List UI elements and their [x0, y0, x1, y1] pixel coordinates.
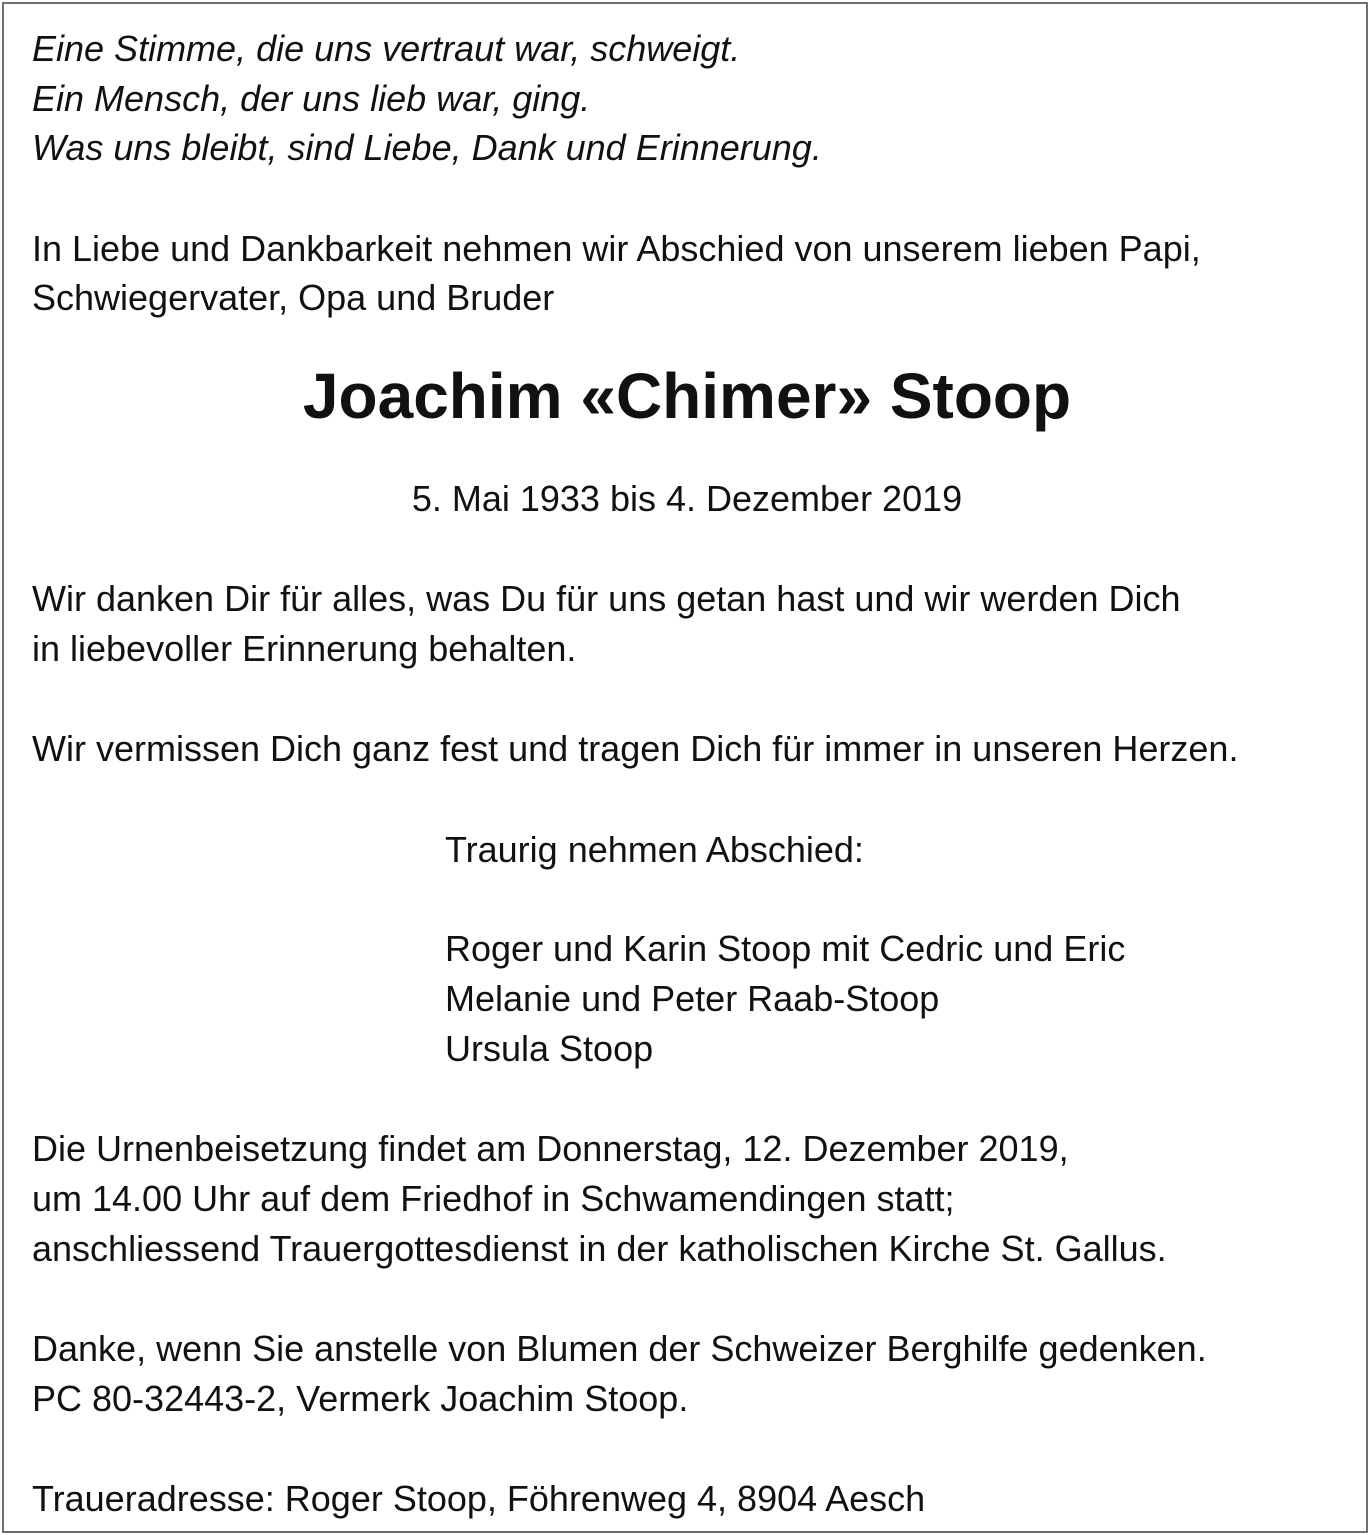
missing-line: Wir vermissen Dich ganz fest und tragen Dich für immer in unseren Herzen.: [32, 728, 1239, 769]
donation-line: PC 80-32443-2, Vermerk Joachim Stoop.: [32, 1378, 689, 1419]
mourning-address: Traueradresse: Roger Stoop, Föhrenweg 4, 8904 Aesch: [32, 1478, 926, 1519]
intro-line: In Liebe und Dankbarkeit nehmen wir Abschied von unserem lieben Papi,: [32, 228, 1201, 269]
mourner-name: Roger und Karin Stoop mit Cedric und Eric: [445, 928, 1126, 969]
thanks-line: Wir danken Dir für alles, was Du für uns getan hast und wir werden Dich: [32, 578, 1181, 619]
service-line: anschliessend Trauergottesdienst in der katholischen Kirche St. Gallus.: [32, 1228, 1167, 1269]
thanks-line: in liebevoller Erinnerung behalten.: [32, 628, 577, 669]
mourner-name: Melanie und Peter Raab-Stoop: [445, 978, 940, 1019]
service-line: um 14.00 Uhr auf dem Friedhof in Schwamendingen statt;: [32, 1178, 955, 1219]
obituary-frame: [2, 2, 1368, 1533]
life-dates: 5. Mai 1933 bis 4. Dezember 2019: [411, 478, 963, 519]
intro-line: Schwiegervater, Opa und Bruder: [32, 277, 555, 318]
deceased-name: Joachim «Chimer» Stoop: [302, 360, 1072, 432]
mourners-heading: Traurig nehmen Abschied:: [445, 829, 864, 870]
mourner-name: Ursula Stoop: [445, 1028, 654, 1069]
poem-line: Eine Stimme, die uns vertraut war, schweigt.: [32, 28, 741, 69]
service-line: Die Urnenbeisetzung findet am Donnerstag, 12. Dezember 2019,: [32, 1128, 1069, 1169]
poem-line: Was uns bleibt, sind Liebe, Dank und Erinnerung.: [32, 127, 822, 168]
poem-line: Ein Mensch, der uns lieb war, ging.: [32, 78, 591, 119]
donation-line: Danke, wenn Sie anstelle von Blumen der Schweizer Berghilfe gedenken.: [32, 1328, 1207, 1369]
